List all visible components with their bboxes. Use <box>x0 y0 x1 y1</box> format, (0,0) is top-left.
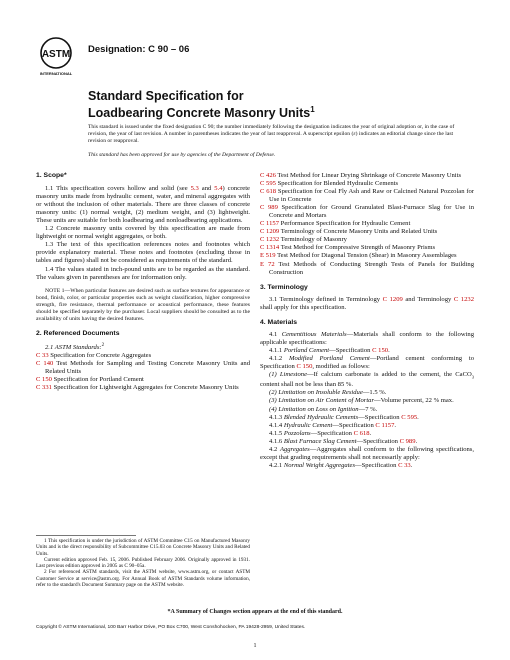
link-c150[interactable]: C 150 <box>36 376 52 384</box>
ref-item: E 72 Test Methods of Conducting Strength Tests of Panels for Building Construction <box>260 260 474 276</box>
paragraph-3-1: 3.1 Terminology defined in Terminology C 1209 and Terminology C 1232 shall apply for this specification. <box>260 295 474 311</box>
section-heading-referenced-documents: 2. Referenced Documents <box>36 329 120 337</box>
link-c1157-b[interactable]: C 1157 <box>375 421 395 429</box>
copyright: Copyright © ASTM International, 100 Barr Harbor Drive, PO Box C700, West Conshohocken, PA 19428-2959, United States. <box>36 625 306 630</box>
link-c1209-term[interactable]: C 1209 <box>382 295 403 303</box>
link-e519[interactable]: E 519 <box>260 252 276 260</box>
note-1: NOTE 1—When particular features are desired such as surface textures for appearance or bond, finish, color, or particular properties such as weight classification, higher compressive strength, fire resistance, thermal performance or acoustical performance, these features should be specified separately by the purchaser. Local suppliers should be consulted as to the availability of units having the desired features. <box>36 287 250 322</box>
ref-item: C 140 Test Methods for Sampling and Testing Concrete Masonry Units and Related Units <box>36 359 251 375</box>
title-line-1: Standard Specification for <box>88 89 244 103</box>
document-title <box>88 90 315 120</box>
link-c989-b[interactable]: C 989 <box>399 437 416 445</box>
link-c618[interactable]: C 618 <box>260 188 277 196</box>
ref-item: C 618 Specification for Coal Fly Ash and Raw or Calcined Natural Pozzolan for Use in Concrete <box>260 188 475 204</box>
link-c426[interactable]: C 426 <box>260 172 276 179</box>
paragraph-1-4: 1.4 The values stated in inch-pound units are to be regarded as the standard. The values given in parentheses are for information only. <box>36 265 250 281</box>
ref-item: C 1157 Performance Specification for Hydraulic Cement <box>260 220 411 228</box>
link-c1232[interactable]: C 1232 <box>260 236 280 244</box>
issuance-statement: This standard is issued under the fixed designation C 90; the number immediately following the designation indicates the year of original adoption or, in the case of revision, the year of last revision. A number in parentheses indicates the year of last reapproval. A superscript epsilon (ε) indicates an editorial change since the last revision or reapproval. <box>88 124 455 144</box>
svg-text:INTERNATIONAL: INTERNATIONAL <box>39 71 73 76</box>
limestone-item: (1) Limestone—If calcium carbonate is added to the cement, the CaCO$_3$ content shall not be less than 85 %. <box>260 371 474 389</box>
paragraph-1-1: 1.1 This specification covers hollow and solid (see 5.3 and 5.4) concrete masonry units made from hydraulic cement, water, and mineral aggregates with or without the inclusion of other materials. There are three classes of concrete masonry units: (1) normal weight, (2) medium weight, and (3) lightweight. These units are suitable for both loadbearing and nonloadbearing applications. <box>36 185 250 225</box>
paragraph-4-1-3: 4.1.3 Blended Hydraulic Cements—Specification C 595. <box>269 413 419 421</box>
paragraph-4-1-4: 4.1.4 Hydraulic Cement—Specification C 1157. <box>269 421 397 429</box>
link-c1209[interactable]: C 1209 <box>260 228 280 236</box>
ref-item: C 1209 Terminology of Concrete Masonry Units and Related Units <box>260 228 438 236</box>
paragraph-1-3: 1.3 The text of this specification references notes and footnotes which provide explanatory material. These notes and footnotes (excluding those in tables and figures) shall not be considered as requirements of the standard. <box>36 241 250 265</box>
footnote-1: 1 This specification is under the jurisdiction of ASTM Committee C15 on Manufactured Masonry Units and is the direct responsibility of Subcommittee C15.03 on Concrete Masonry Units and Related Units. <box>36 538 250 557</box>
link-c33-b[interactable]: C 33 <box>398 461 411 469</box>
section-heading-scope: 1. Scope* <box>36 172 67 179</box>
paragraph-4-2-1: 4.2.1 Normal Weight Aggregates—Specification C 33. <box>269 461 413 469</box>
footnotes <box>36 538 250 588</box>
ref-item: C 989 Specification for Ground Granulated Blast-Furnace Slag for Use in Concrete and Mortars <box>260 204 474 220</box>
ref-item: C 595 Specification for Blended Hydraulic Cements <box>260 180 399 188</box>
paragraph-4-2: 4.2 Aggregates—Aggregates shall conform to the following specifications, except that grading requirements shall not necessarily apply: <box>260 445 475 461</box>
ref-item: C 33 Specification for Concrete Aggregates <box>36 351 152 359</box>
link-5-3[interactable]: 5.3 <box>190 185 199 193</box>
link-c331[interactable]: C 331 <box>36 384 52 392</box>
ref-item: C 1314 Test Method for Compressive Strength of Masonry Prisms <box>260 244 436 252</box>
link-c1314[interactable]: C 1314 <box>260 244 280 252</box>
title-line-2: Loadbearing Concrete Masonry Units$^1$ <box>88 105 315 121</box>
section-heading-materials: 4. Materials <box>260 318 298 326</box>
loss-on-ignition-item: (4) Limitation on Loss on Ignition—7 %. <box>269 405 378 413</box>
ref-item: C 426 Test Method for Linear Drying Shrinkage of Concrete Masonry Units <box>260 172 462 179</box>
page-number: 1 <box>253 643 257 649</box>
link-c1232-term[interactable]: C 1232 <box>453 295 474 303</box>
right-column <box>260 172 474 470</box>
air-content-item: (3) Limitation on Air Content of Mortar—Volume percent, 22 % max. <box>269 397 454 405</box>
left-column <box>36 172 250 392</box>
link-c1157[interactable]: C 1157 <box>260 220 279 228</box>
footnote-1b: Current edition approved Feb. 15, 2006. Published February 2006. Originally approved in 1931. Last previous edition approved in 2005 as C 90–05a. <box>36 556 250 570</box>
footnote-rule <box>36 535 136 536</box>
link-c595[interactable]: C 595 <box>260 180 276 188</box>
link-c140[interactable]: C 140 <box>36 359 54 367</box>
insoluble-residue-item: (2) Limitation on Insoluble Residue—1.5 %. <box>269 389 387 397</box>
dod-approval-statement: This standard has been approved for use by agencies of the Department of Defense. <box>88 152 276 158</box>
link-c595-b[interactable]: C 595 <box>401 413 418 421</box>
paragraph-4-1: 4.1 Cementitious Materials—Materials shall conform to the following applicable specifications: <box>260 330 475 346</box>
link-e72[interactable]: E 72 <box>260 260 275 268</box>
ref-item: C 150 Specification for Portland Cement <box>36 376 144 384</box>
link-c618-b[interactable]: C 618 <box>353 429 370 437</box>
link-c150-b[interactable]: C 150 <box>296 362 313 370</box>
paragraph-4-1-1: 4.1.1 Portland Cement—Specification C 150. <box>269 346 390 354</box>
ref-item: E 519 Test Method for Diagonal Tension (Shear) in Masonry Assemblages <box>260 252 457 260</box>
ref-item: C 331 Specification for Lightweight Aggregates for Concrete Masonry Units <box>36 384 239 392</box>
footnote-2: 2 For referenced ASTM standards, visit the ASTM website, www.astm.org, or contact ASTM Customer Service at service@astm.org. For Annual Book of ASTM Standards volume information, refer to the standard's Document Summary page on the ASTM website. <box>36 569 250 589</box>
link-5-4[interactable]: 5.4 <box>214 185 223 193</box>
link-c989[interactable]: C 989 <box>260 204 278 212</box>
paragraph-4-1-6: 4.1.6 Blast Furnace Slag Cement—Specification C 989. <box>269 437 418 445</box>
link-c33[interactable]: C 33 <box>36 351 49 359</box>
paragraph-4-1-5: 4.1.5 Pozzolans—Specification C 618. <box>269 429 372 437</box>
ref-item: C 1232 Terminology of Masonry <box>260 236 347 244</box>
designation: Designation: C 90 – 06 <box>88 44 190 55</box>
astm-logo <box>38 36 74 78</box>
astm-standards-label: 2.1 ASTM Standards:$^2$ <box>45 342 105 351</box>
summary-of-changes-note: *A Summary of Changes section appears at the end of this standard. <box>167 609 343 615</box>
section-heading-terminology: 3. Terminology <box>260 283 308 291</box>
paragraph-1-2: 1.2 Concrete masonry units covered by this specification are made from lightweight or normal weight aggregates, or both. <box>36 225 250 241</box>
svg-text:ASTM: ASTM <box>41 49 71 60</box>
link-c150-a[interactable]: C 150 <box>372 346 389 354</box>
paragraph-4-1-2: 4.1.2 Modified Portland Cement—Portland cement conforming to Specification C 150, modified as follows: <box>260 354 474 370</box>
